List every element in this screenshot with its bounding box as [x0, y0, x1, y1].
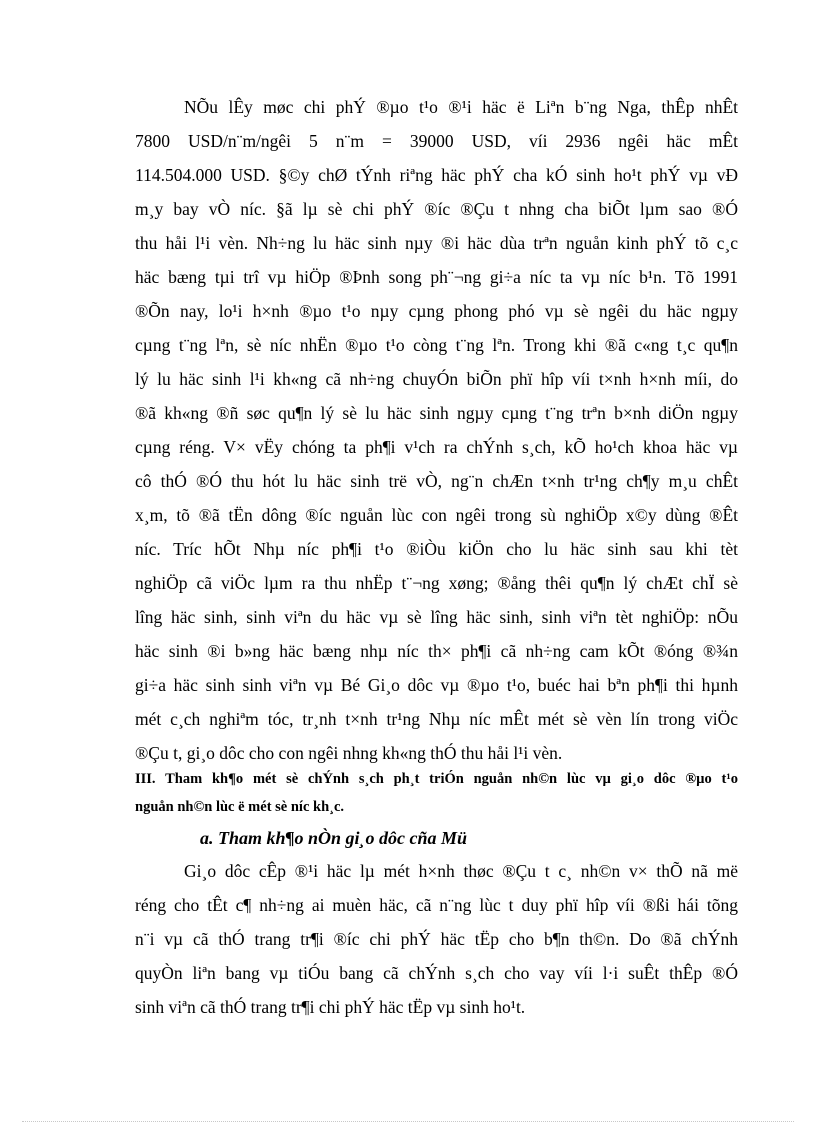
paragraph-1-line: cµng réng. V× vËy chóng ta ph¶i v¹ch ra chÝnh s¸ch, kÕ ho¹ch khoa häc vµ — [135, 437, 738, 457]
page-bottom-divider — [22, 1121, 794, 1122]
paragraph-1-line: 7800 USD/n¨m/ngêi 5 n¨m = 39000 USD, víi 2936 ngêi häc mÊt — [135, 131, 738, 151]
paragraph-2-line: sinh viªn cã thÓ trang tr¶i chi phÝ häc tËp vµ sinh ho¹t. — [135, 997, 526, 1017]
paragraph-1-line: thu håi l¹i vèn. Nh÷ng lu häc sinh nµy ®i häc dùa trªn nguån kinh phÝ tõ c¸c — [135, 233, 738, 253]
paragraph-1-line: 114.504.000 USD. §©y chØ tÝnh riªng häc phÝ cha kÓ sinh ho¹t phÝ vµ vÐ — [135, 165, 738, 185]
paragraph-2-line: n¨i vµ cã thÓ trang tr¶i ®íc chi phÝ häc tËp cho b¶n th©n. Do ®ã chÝnh — [135, 929, 738, 949]
paragraph-1-line: nghiÖp cã viÖc lµm ra thu nhËp t¨¬ng xøng; ®ång thêi qu¶n lý chÆt chÏ sè — [135, 573, 738, 593]
section-heading-line: III. Tham kh¶o mét sè chÝnh s¸ch ph¸t triÓn nguån nh©n lùc vµ gi¸o dôc ®µo t¹o — [135, 771, 738, 787]
paragraph-1-line: häc sinh ®i b»ng häc bæng nhµ níc th× ph¶i cã nh÷ng cam kÕt ®óng ®¾n — [135, 641, 738, 661]
paragraph-1-line: gi÷a häc sinh sinh viªn vµ Bé Gi¸o dôc vµ ®µo t¹o, buéc hai bªn ph¶i thi hµnh — [135, 675, 738, 695]
paragraph-1-line: cµng t¨ng lªn, sè níc nhËn ®µo t¹o còng t¨ng lªn. Trong khi ®ã c«ng t¸c qu¶n — [135, 335, 738, 355]
paragraph-1-line: häc bæng tµi trî vµ hiÖp ®Þnh song ph¨¬ng gi÷a níc ta vµ níc b¹n. Tõ 1991 — [135, 267, 738, 287]
paragraph-1-line: m¸y bay vÒ níc. §ã lµ sè chi phÝ ®íc ®Çu t nhng cha biÕt lµm sao ®Ó — [135, 199, 738, 219]
paragraph-1-line: ®Çu t, gi¸o dôc cho con ngêi nhng kh«ng thÓ thu håi l¹i vèn. — [135, 743, 563, 763]
paragraph-1-line: ®Õn nay, lo¹i h×nh ®µo t¹o nµy cµng phong phó vµ sè ngêi du häc ngµy — [135, 301, 738, 321]
paragraph-1-line: x¸m, tõ ®ã tËn dông ®íc nguån lùc con ngêi trong sù nghiÖp x©y dùng ®Êt — [135, 505, 738, 525]
paragraph-1-line: lîng häc sinh, sinh viªn du häc vµ sè lîng häc sinh, sinh viªn tèt nghiÖp: nÕu — [135, 607, 738, 627]
subsection-heading: a. Tham kh¶o nÒn gi¸o dôc cña Mü — [200, 828, 468, 848]
paragraph-1-line: NÕu lÊy møc chi phÝ ®µo t¹o ®¹i häc ë Liªn b¨ng Nga, thÊp nhÊt — [184, 97, 738, 117]
paragraph-2-line: réng cho tÊt c¶ nh÷ng ai muèn häc, cã n¨ng lùc t duy phï hîp víi ®ßi hái tõng — [135, 895, 738, 915]
section-heading-line: nguån nh©n lùc ë mét sè níc kh¸c. — [135, 799, 345, 815]
paragraph-1-line: ®ã kh«ng ®ñ søc qu¶n lý sè lu häc sinh ngµy cµng t¨ng trªn b×nh diÖn ngµy — [135, 403, 738, 423]
paragraph-2-line: quyÒn liªn bang vµ tiÓu bang cã chÝnh s¸ch cho vay víi l·i suÊt thÊp ®Ó — [135, 963, 738, 983]
paragraph-1-line: lý lu häc sinh l¹i kh«ng cã nh÷ng chuyÓn biÕn phï hîp víi t×nh h×nh míi, do — [135, 369, 738, 389]
paragraph-1-line: cô thÓ ®Ó thu hót lu häc sinh trë vÒ, ng¨n chÆn t×nh tr¹ng ch¶y m¸u chÊt — [135, 471, 738, 491]
paragraph-2-line: Gi¸o dôc cÊp ®¹i häc lµ mét h×nh thøc ®Çu t c¸ nh©n v× thÕ nã më — [184, 861, 738, 881]
paragraph-1-line: níc. Tríc hÕt Nhµ níc ph¶i t¹o ®iÒu kiÖn cho lu häc sinh sau khi tèt — [135, 539, 738, 559]
paragraph-1-line: mét c¸ch nghiªm tóc, tr¸nh t×nh tr¹ng Nhµ níc mÊt mét sè vèn lín trong viÖc — [135, 709, 738, 729]
